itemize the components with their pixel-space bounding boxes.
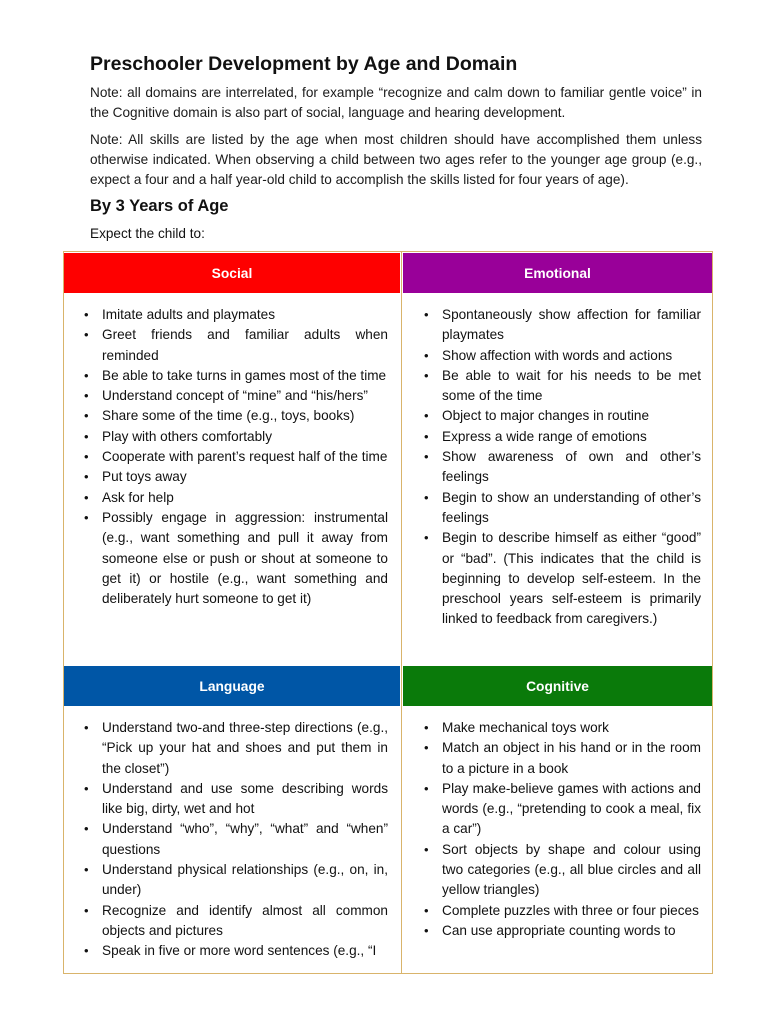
social-skill-list xyxy=(64,305,388,609)
cognitive-skill-list xyxy=(404,718,701,941)
list-item: • Make mechanical toys work xyxy=(404,718,701,738)
page-title: Preschooler Development by Age and Domain xyxy=(90,53,518,75)
list-item: • Understand “who”, “why”, “what” and “when” questions xyxy=(64,819,388,860)
list-item: • Play make-believe games with actions and words (e.g., “pretending to cook a meal, fix a car”) xyxy=(404,779,701,840)
language-header: Language xyxy=(64,666,400,706)
language-skill-list xyxy=(64,718,388,962)
list-item: • Ask for help xyxy=(64,488,388,508)
list-item: • Be able to take turns in games most of the time xyxy=(64,366,388,386)
column-divider xyxy=(401,251,402,974)
list-item: • Speak in five or more word sentences (e.g., “I xyxy=(64,941,388,961)
list-item: • Sort objects by shape and colour using two categories (e.g., all blue circles and all yellow triangles) xyxy=(404,840,701,901)
list-item: • Recognize and identify almost all common objects and pictures xyxy=(64,901,388,942)
social-header: Social xyxy=(64,253,400,293)
list-item: • Can use appropriate counting words to xyxy=(404,921,701,941)
list-item: • Show awareness of own and other’s feelings xyxy=(404,447,701,488)
list-item: • Begin to show an understanding of other’s feelings xyxy=(404,488,701,529)
list-item: • Understand two-and three-step directions (e.g., “Pick up your hat and shoes and put them in the closet”) xyxy=(64,718,388,779)
list-item: • Share some of the time (e.g., toys, books) xyxy=(64,406,388,426)
list-item: • Show affection with words and actions xyxy=(404,346,701,366)
emotional-header: Emotional xyxy=(403,253,712,293)
list-item: • Imitate adults and playmates xyxy=(64,305,388,325)
list-item: • Understand physical relationships (e.g., on, in, under) xyxy=(64,860,388,901)
cognitive-header: Cognitive xyxy=(403,666,712,706)
list-item: • Understand and use some describing words like big, dirty, wet and hot xyxy=(64,779,388,820)
list-item: • Complete puzzles with three or four pieces xyxy=(404,901,701,921)
list-item: • Match an object in his hand or in the room to a picture in a book xyxy=(404,738,701,779)
list-item: • Be able to wait for his needs to be met some of the time xyxy=(404,366,701,407)
list-item: • Understand concept of “mine” and “his/hers” xyxy=(64,386,388,406)
list-item: • Object to major changes in routine xyxy=(404,406,701,426)
list-item: • Express a wide range of emotions xyxy=(404,427,701,447)
list-item: • Cooperate with parent’s request half of the time xyxy=(64,447,388,467)
list-item: • Greet friends and familiar adults when reminded xyxy=(64,325,388,366)
list-item: • Begin to describe himself as either “good” or “bad”. (This indicates that the child is beginning to develop self-esteem. In the preschool years self-esteem is primarily linked to feedback from caregivers.) xyxy=(404,528,701,629)
list-item: • Spontaneously show affection for familiar playmates xyxy=(404,305,701,346)
note-interrelated-domains: Note: all domains are interrelated, for example “recognize and calm down to familiar gentle voice” in the Cognitive domain is also part of social, language and hearing development. xyxy=(90,85,702,120)
list-item: • Put toys away xyxy=(64,467,388,487)
emotional-skill-list xyxy=(404,305,701,630)
section-heading: By 3 Years of Age xyxy=(90,197,229,215)
list-item: • Play with others comfortably xyxy=(64,427,388,447)
list-item: • Possibly engage in aggression: instrumental (e.g., want something and pull it away from someone else or push or shout at someone to get it) or hostile (e.g., want something and deliberately hurt someone to get it) xyxy=(64,508,388,609)
intro-text: Expect the child to: xyxy=(90,226,205,241)
note-age-listing: Note: All skills are listed by the age when most children should have accomplished them unless otherwise indicated. When observing a child between two ages refer to the younger age group (e.g., expect a four and a half year-old child to accomplish the skills listed for four years of age). xyxy=(90,132,702,187)
